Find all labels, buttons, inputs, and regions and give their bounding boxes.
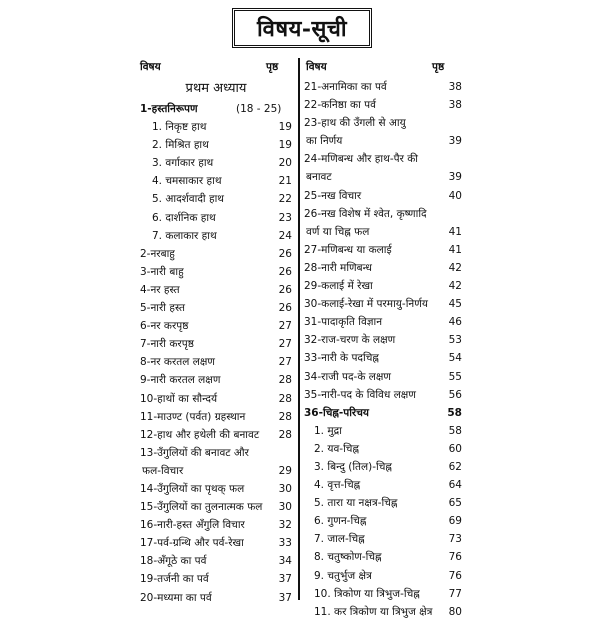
- list-item: [140, 408, 292, 426]
- list-item-title: 10. त्रिकोण या त्रिभुज-चिह्न: [314, 587, 420, 600]
- list-item-page: 26: [278, 283, 292, 296]
- list-item: [304, 548, 462, 566]
- list-item: [140, 444, 292, 462]
- list-item-title: वर्ण या चिह्न फल: [306, 225, 370, 238]
- chapter-heading: प्रथम अध्याय: [185, 81, 247, 96]
- list-item: [304, 368, 462, 386]
- list-item-page: 26: [278, 247, 292, 260]
- list-item: [304, 259, 462, 277]
- list-item: [140, 335, 292, 353]
- list-item: [304, 386, 462, 404]
- list-item-page: 76: [448, 569, 462, 582]
- list-item-title: 21-अनामिका का पर्व: [304, 81, 387, 93]
- section-range: (18 - 25): [236, 103, 282, 115]
- list-item-title: 10-हाथों का सौन्दर्य: [140, 392, 218, 405]
- list-item: [304, 458, 462, 476]
- list-item-title: 26-नख विशेष में श्वेत, कृष्णादि: [304, 207, 427, 220]
- list-item: [140, 118, 292, 136]
- list-item-page: 32: [278, 519, 292, 532]
- list-item-title: 35-नारी-पद के विविध लक्षण: [304, 388, 416, 401]
- list-item-title: 14-उँगुलियों का पृथक् फल: [140, 482, 245, 495]
- list-item: [304, 494, 462, 512]
- list-item-page: 20: [278, 157, 292, 170]
- right-column: [304, 78, 462, 621]
- list-item: [304, 530, 462, 548]
- list-item-page: 28: [278, 392, 292, 405]
- list-item-page: 19: [278, 121, 292, 134]
- list-item-title: 1. निकृष्ट हाथ: [152, 121, 207, 134]
- list-item-title: 23-हाथ की उँगली से आयु: [304, 117, 406, 130]
- list-item: [304, 603, 462, 621]
- list-item-page: 22: [278, 193, 292, 206]
- list-item-page: 30: [278, 482, 292, 495]
- list-item-page: 62: [448, 460, 462, 473]
- list-item-title: 34-राजी पद-के लक्षण: [304, 370, 391, 383]
- column-divider: [298, 58, 300, 600]
- list-item-title: 30-कलाई-रेखा में परमायु-निर्णय: [304, 298, 428, 311]
- list-item-page: 56: [448, 388, 462, 401]
- section-row: [140, 100, 292, 118]
- list-item-page: 27: [278, 356, 292, 369]
- list-item-title: 17-पर्व-ग्रन्थि और पर्व-रेखा: [140, 537, 244, 550]
- list-item-title: 6. गुणन-चिह्न: [314, 515, 367, 528]
- list-item-title: 7. कलाकार हाथ: [152, 229, 217, 242]
- list-item-page: 60: [448, 442, 462, 455]
- list-item-page: 69: [448, 515, 462, 528]
- list-item-title: 20-मध्यमा का पर्व: [140, 591, 212, 604]
- list-item: [304, 96, 462, 114]
- list-item-page: 42: [448, 261, 462, 274]
- list-item: [304, 132, 462, 150]
- list-item-page: 26: [278, 302, 292, 315]
- section-label: 36-चिह्न-परिचय: [304, 406, 369, 419]
- left-subject-header: विषय: [140, 61, 161, 73]
- right-subject-header: विषय: [306, 61, 327, 73]
- list-item-page: 64: [448, 479, 462, 492]
- list-item-page: 27: [278, 338, 292, 351]
- list-item-title: 7-नारी करपृष्ठ: [140, 338, 194, 351]
- list-item: [140, 317, 292, 335]
- list-item: [140, 390, 292, 408]
- list-item-title: 13-उँगुलियों की बनावट और: [140, 446, 249, 459]
- list-item: [304, 313, 462, 331]
- list-item: [304, 512, 462, 530]
- list-item-title: 22-कनिष्ठा का पर्व: [304, 99, 376, 112]
- list-item-title: 4. वृत्त-चिह्न: [314, 479, 361, 492]
- list-item: [140, 534, 292, 552]
- list-item-page: 41: [448, 225, 462, 238]
- list-item-page: 26: [278, 265, 292, 278]
- list-item-page: 38: [448, 81, 462, 93]
- list-item-title: 28-नारी मणिबन्ध: [304, 261, 372, 274]
- list-item: [304, 78, 462, 96]
- page-title: विषय-सूची: [256, 16, 348, 42]
- list-item-page: 76: [448, 551, 462, 564]
- list-item: [304, 295, 462, 313]
- list-item-page: 41: [448, 243, 462, 256]
- list-item: [140, 299, 292, 317]
- list-item: [140, 172, 292, 190]
- list-item: [304, 187, 462, 205]
- list-item: [304, 241, 462, 259]
- list-item-page: 80: [448, 605, 462, 618]
- section-page: 58: [447, 406, 462, 419]
- list-item-page: 21: [278, 175, 292, 188]
- list-item-page: 27: [278, 320, 292, 333]
- list-item: [304, 205, 462, 223]
- list-item-page: 30: [278, 501, 292, 514]
- list-item: [140, 227, 292, 245]
- title-box: [232, 8, 372, 48]
- list-item-title: 5-नारी हस्त: [140, 302, 186, 315]
- list-item-title: 29-कलाई में रेखा: [304, 280, 373, 293]
- list-item-page: 28: [278, 410, 292, 423]
- list-item-title: 2-नरबाहु: [140, 247, 175, 260]
- list-item-page: 45: [448, 298, 462, 311]
- list-item: [304, 349, 462, 367]
- list-item: [140, 516, 292, 534]
- list-item-page: 58: [448, 424, 462, 437]
- list-item-title: 8. चतुष्कोण-चिह्न: [314, 551, 382, 564]
- list-item-title: 6-नर करपृष्ठ: [140, 320, 189, 333]
- list-item: [140, 281, 292, 299]
- list-item-title: 33-नारी के पदचिह्न: [304, 352, 379, 365]
- list-item: [140, 353, 292, 371]
- section-row: [304, 404, 462, 422]
- list-item-title: 5. तारा या नक्षत्र-चिह्न: [314, 497, 398, 510]
- list-item-page: 19: [278, 139, 292, 152]
- list-item-page: 28: [278, 428, 292, 441]
- list-item-page: 54: [448, 352, 462, 365]
- section-label: 1-हस्तनिरूपण: [140, 103, 198, 115]
- list-item: [304, 223, 462, 241]
- list-item-page: 28: [278, 374, 292, 387]
- list-item-title: 8-नर करतल लक्षण: [140, 356, 215, 369]
- list-item-page: 53: [448, 334, 462, 347]
- right-page-header: पृष्ठ: [432, 61, 445, 73]
- list-item: [140, 480, 292, 498]
- list-item-title: 11-माउण्ट (पर्वत) ग्रहस्थान: [140, 410, 246, 423]
- list-item-title: 15-उँगुलियों का तुलनात्मक फल: [140, 501, 263, 514]
- list-item-title: 4-नर हस्त: [140, 283, 180, 296]
- list-item: [140, 245, 292, 263]
- left-page-header: पृष्ठ: [266, 61, 279, 73]
- list-item-page: 37: [278, 573, 292, 586]
- list-item: [140, 552, 292, 570]
- list-item-title: फल-विचार: [142, 464, 184, 477]
- list-item-title: 9. चतुर्भुज क्षेत्र: [314, 569, 372, 582]
- list-item: [140, 498, 292, 516]
- list-item-title: 27-मणिबन्ध या कलाई: [304, 243, 392, 256]
- list-item-page: 40: [448, 189, 462, 202]
- list-item: [140, 371, 292, 389]
- list-item-page: 33: [278, 537, 292, 550]
- list-item: [304, 585, 462, 603]
- list-item-page: 37: [278, 591, 292, 604]
- list-item-title: 31-पादाकृति विज्ञान: [304, 316, 383, 329]
- list-item-title: 12-हाथ और हथेली की बनावट: [140, 428, 260, 441]
- list-item-page: 65: [448, 497, 462, 510]
- list-item-title: 24-मणिबन्ध और हाथ-पैर की: [304, 153, 418, 166]
- list-item: [140, 462, 292, 480]
- list-item-page: 46: [448, 316, 462, 329]
- list-item-title: 6. दार्शनिक हाथ: [152, 211, 216, 224]
- list-item-title: 9-नारी करतल लक्षण: [140, 374, 221, 387]
- list-item: [140, 570, 292, 588]
- list-item: [304, 277, 462, 295]
- list-item-title: 3-नारी बाहु: [140, 265, 184, 278]
- list-item: [304, 440, 462, 458]
- list-item-page: 29: [278, 464, 292, 477]
- list-item: [304, 150, 462, 168]
- list-item-page: 42: [448, 280, 462, 293]
- left-column: [140, 78, 292, 607]
- list-item-title: 5. आदर्शवादी हाथ: [152, 193, 224, 206]
- list-item-title: 3. बिन्दु (तिल)-चिह्न: [314, 460, 392, 473]
- list-item: [304, 476, 462, 494]
- list-item: [140, 426, 292, 444]
- list-item-page: 23: [278, 211, 292, 224]
- list-item: [140, 190, 292, 208]
- list-item-title: बनावट: [306, 171, 332, 184]
- list-item-title: 18-अँगूठे का पर्व: [140, 555, 207, 568]
- list-item-title: 7. जाल-चिह्न: [314, 533, 365, 546]
- list-item: [304, 567, 462, 585]
- list-item: [140, 263, 292, 281]
- list-item-title: 25-नख विचार: [304, 189, 362, 202]
- list-item-title: 32-राज-चरण के लक्षण: [304, 334, 396, 347]
- list-item-title: 11. कर त्रिकोण या त्रिभुज क्षेत्र: [314, 605, 433, 618]
- list-item-title: 16-नारी-हस्त अँगुलि विचार: [140, 519, 245, 532]
- list-item: [140, 589, 292, 607]
- list-item: [304, 114, 462, 132]
- list-item-title: 3. वर्गाकार हाथ: [152, 157, 214, 170]
- list-item-title: 19-तर्जनी का पर्व: [140, 573, 209, 586]
- list-item-page: 39: [448, 135, 462, 148]
- list-item-title: 4. चमसाकार हाथ: [152, 175, 222, 188]
- list-item-page: 55: [448, 370, 462, 383]
- list-item: [140, 209, 292, 227]
- list-item-page: 38: [448, 99, 462, 112]
- list-item: [304, 422, 462, 440]
- list-item: [140, 154, 292, 172]
- list-item-page: 24: [278, 229, 292, 242]
- list-item-page: 39: [448, 171, 462, 184]
- list-item-page: 34: [278, 555, 292, 568]
- list-item-page: 73: [448, 533, 462, 546]
- list-item-title: 1. मुद्रा: [314, 424, 342, 437]
- list-item-title: का निर्णय: [306, 135, 343, 148]
- list-item: [304, 331, 462, 349]
- list-item-title: 2. मिश्रित हाथ: [152, 139, 209, 152]
- list-item: [140, 136, 292, 154]
- list-item-title: 2. यव-चिह्न: [314, 442, 359, 455]
- list-item: [304, 168, 462, 186]
- list-item-page: 77: [448, 587, 462, 600]
